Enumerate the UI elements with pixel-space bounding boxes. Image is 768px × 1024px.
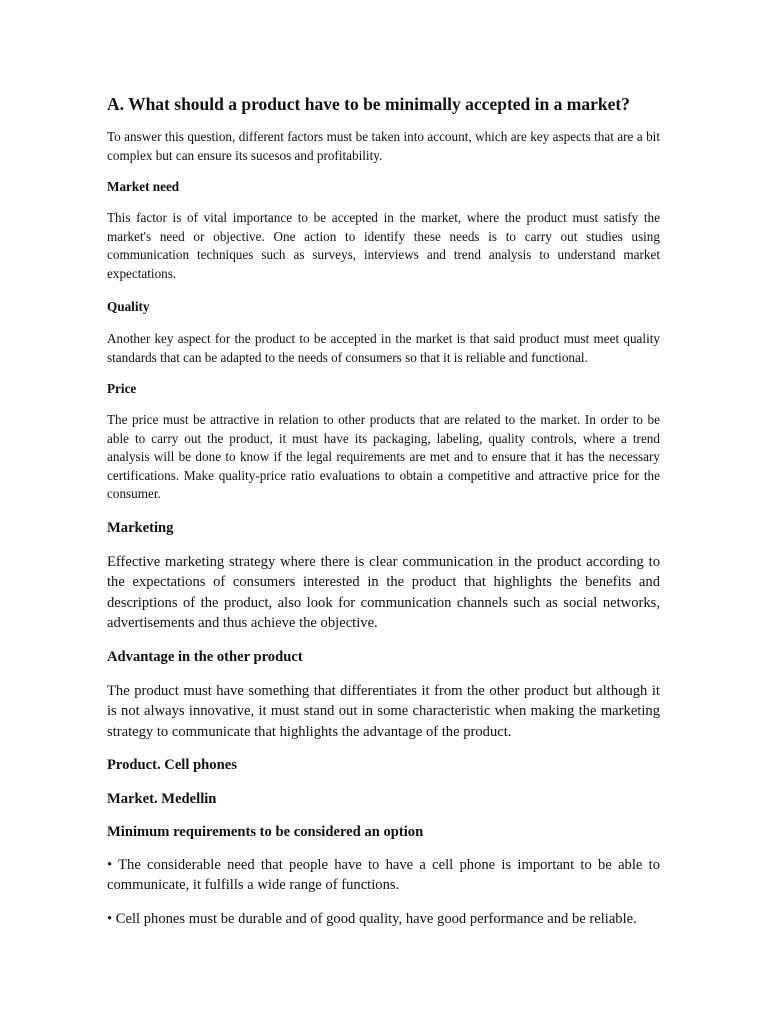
section-heading-quality: Quality xyxy=(107,299,150,314)
section-heading-advantage: Advantage in the other product xyxy=(107,649,303,665)
section-body-advantage: The product must have something that differentiates it from the other product but although it is not always innovative, it must stand out in some characteristic when making the marketing strategy to communicate that highlights the advantage of the product. xyxy=(107,683,660,740)
intro-paragraph: To answer this question, different factors must be taken into account, which are key aspects that are a bit complex but can ensure its sucesos and profitability. xyxy=(107,129,660,163)
requirement-bullet-2: • Cell phones must be durable and of good quality, have good performance and be reliable. xyxy=(107,909,660,929)
section-heading-market-need: Market need xyxy=(107,179,180,194)
section-heading-requirements: Minimum requirements to be considered an option xyxy=(107,824,424,840)
product-line: Product. Cell phones xyxy=(107,757,237,773)
section-heading-price: Price xyxy=(107,381,137,396)
section-body-market-need: This factor is of vital importance to be accepted in the market, where the product must satisfy the market's need or objective. One action to identify these needs is to carry out studies using communication techniques such as surveys, interviews and trend analysis to understand market expectations. xyxy=(107,210,660,281)
market-line: Market. Medellin xyxy=(107,791,217,807)
requirement-bullet-1: • The considerable need that people have to have a cell phone is important to be able to communicate, it fulfills a wide range of functions. xyxy=(107,855,660,896)
section-body-price: The price must be attractive in relation to other products that are related to the market. In order to be able to carry out the product, it must have its packaging, labeling, quality controls, where a trend analysis will be done to know if the legal requirements are met and to ensure that it has the necessary certifications. Make quality-price ratio evaluations to obtain a competitive and attractive price for the consumer. xyxy=(107,412,660,501)
section-body-marketing: Effective marketing strategy where there is clear communication in the product according to the expectations of consumers interested in the product that highlights the benefits and descriptions of the product, also look for communication channels such as social networks, advertisements and thus achieve the objective. xyxy=(107,554,660,632)
section-heading-marketing: Marketing xyxy=(107,520,174,536)
section-body-quality: Another key aspect for the product to be accepted in the market is that said product must meet quality standards that can be adapted to the needs of consumers so that it is reliable and functional. xyxy=(107,331,660,365)
document-title: A. What should a product have to be minimally accepted in a market? xyxy=(107,94,630,114)
